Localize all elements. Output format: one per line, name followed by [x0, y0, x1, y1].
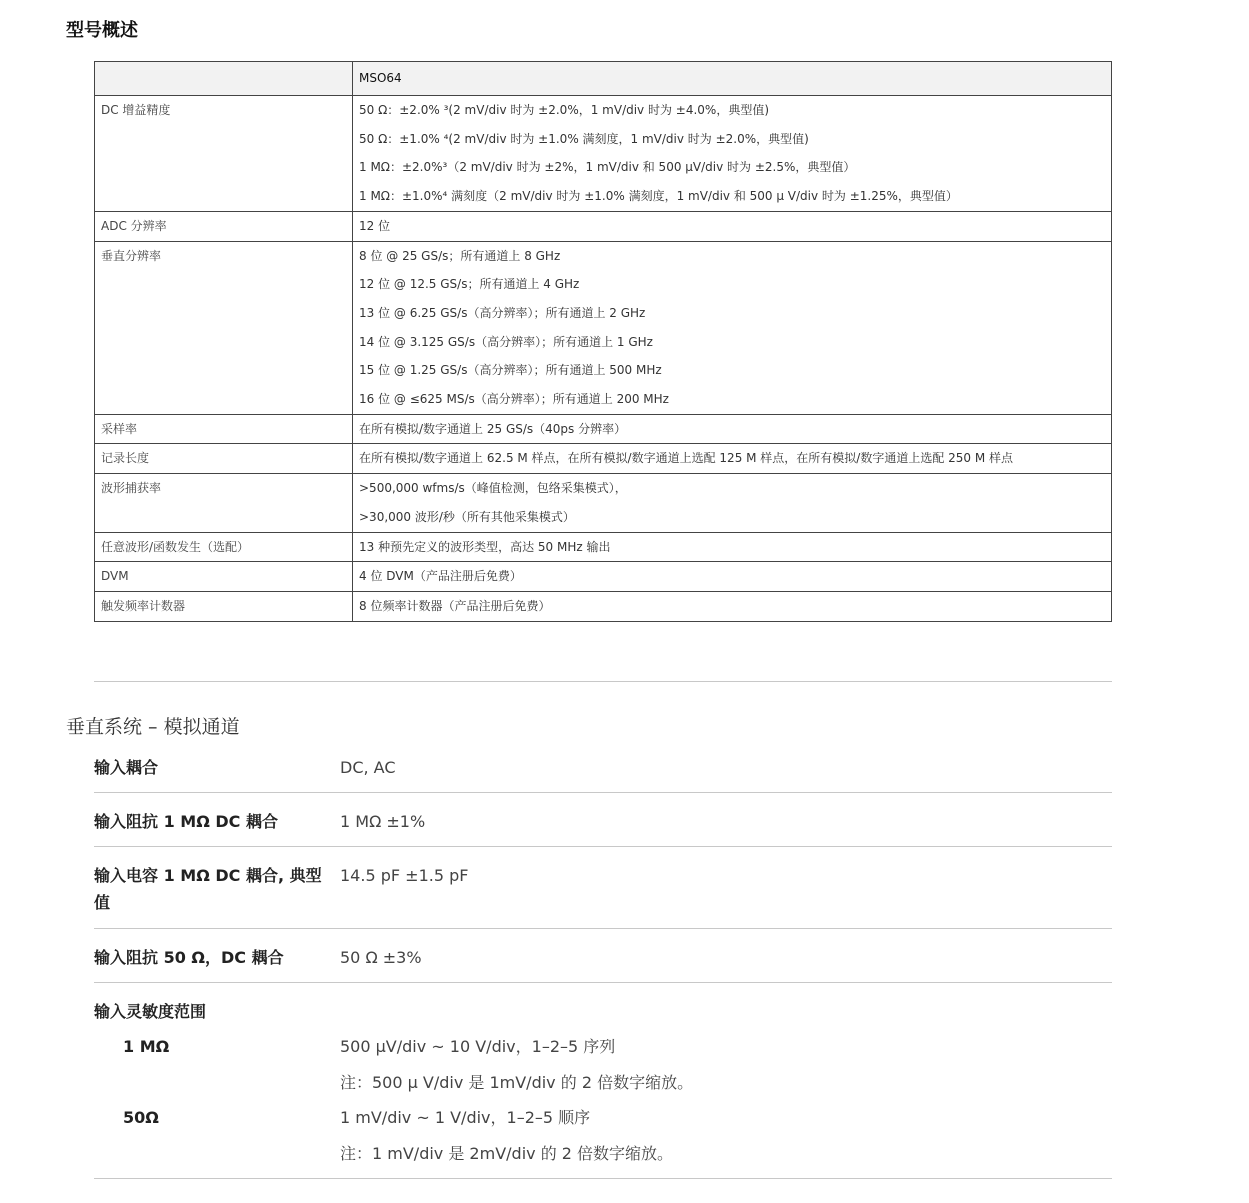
table-row: [95, 532, 1112, 562]
sensitivity-value-50: 1 mV/div ~ 1 V/div，1–2–5 顺序: [340, 1108, 591, 1127]
spec-divider: [94, 928, 1112, 929]
value-line: 15 位 @ 1.25 GS/s（高分辨率）；所有通道上 500 MHz: [359, 363, 662, 378]
table-header-row: [95, 62, 1112, 96]
row-label: 任意波形/函数发生（选配）: [95, 532, 353, 562]
table-row: [95, 96, 1112, 212]
sensitivity-label-50: 50Ω: [123, 1108, 159, 1127]
value-line: 14 位 @ 3.125 GS/s（高分辨率）；所有通道上 1 GHz: [359, 334, 653, 349]
value-line: 在所有模拟/数字通道上 25 GS/s（40ps 分辨率）: [359, 421, 627, 436]
table-row: [95, 414, 1112, 444]
table-row: [95, 591, 1112, 621]
table-row: [95, 241, 1112, 414]
row-label: DVM: [95, 562, 353, 592]
value-line: 50 Ω：±1.0% ⁴(2 mV/div 时为 ±1.0% 满刻度，1 mV/div 时为 ±2.0%，典型值): [359, 131, 809, 146]
table-row: [95, 562, 1112, 592]
row-value: [353, 444, 1112, 474]
overview-title: 型号概述: [66, 20, 138, 41]
table-row: [95, 211, 1112, 241]
section-divider: [94, 681, 1112, 682]
sensitivity-note-1m: 注：500 μ V/div 是 1mV/div 的 2 倍数字缩放。: [340, 1073, 694, 1092]
row-value: [353, 241, 1112, 414]
sensitivity-label-1m: 1 MΩ: [123, 1037, 170, 1056]
value-line: 13 种预先定义的波形类型，高达 50 MHz 输出: [359, 539, 611, 554]
model-overview-table: [94, 61, 1112, 622]
row-value: [353, 474, 1112, 532]
row-label: 波形捕获率: [95, 474, 353, 532]
sensitivity-value-1m: 500 μV/div ~ 10 V/div，1–2–5 序列: [340, 1037, 616, 1056]
table-row: [95, 474, 1112, 532]
value-line: 1 MΩ：±1.0%⁴ 满刻度（2 mV/div 时为 ±1.0% 满刻度，1 mV/div 和 500 μ V/div 时为 ±1.25%，典型值）: [359, 189, 958, 204]
spec-label-input-impedance-1m: 输入阻抗 1 MΩ DC 耦合: [94, 812, 278, 831]
spec-value-input-coupling: DC, AC: [340, 758, 396, 777]
spec-label-input-impedance-50: 输入阻抗 50 Ω，DC 耦合: [94, 948, 284, 967]
header-cell-model: MSO64: [353, 62, 1112, 96]
row-label: 采样率: [95, 414, 353, 444]
value-line: 8 位频率计数器（产品注册后免费）: [359, 598, 551, 613]
value-line: 12 位: [359, 218, 391, 233]
row-label: ADC 分辨率: [95, 211, 353, 241]
row-label: DC 增益精度: [95, 96, 353, 212]
spec-divider: [94, 1178, 1112, 1179]
spec-label-input-sensitivity: 输入灵敏度范围: [94, 1002, 207, 1021]
spec-divider: [94, 792, 1112, 793]
value-line: 13 位 @ 6.25 GS/s（高分辨率）；所有通道上 2 GHz: [359, 305, 646, 320]
row-value: [353, 562, 1112, 592]
value-line: >500,000 wfms/s（峰值检测，包络采集模式），: [359, 481, 627, 496]
value-line: 4 位 DVM（产品注册后免费）: [359, 569, 522, 584]
spec-value-input-capacitance: 14.5 pF ±1.5 pF: [340, 866, 469, 885]
value-line: 1 MΩ：±2.0%³（2 mV/div 时为 ±2%，1 mV/div 和 500 μV/div 时为 ±2.5%，典型值）: [359, 160, 856, 175]
spec-value-input-impedance-1m: 1 MΩ ±1%: [340, 812, 426, 831]
row-value: [353, 532, 1112, 562]
row-label: 记录长度: [95, 444, 353, 474]
row-value: [353, 96, 1112, 212]
table-row: [95, 444, 1112, 474]
value-line: 12 位 @ 12.5 GS/s；所有通道上 4 GHz: [359, 277, 580, 292]
value-line: 16 位 @ ≤625 MS/s（高分辨率）；所有通道上 200 MHz: [359, 392, 669, 407]
spec-divider: [94, 982, 1112, 983]
value-line: 8 位 @ 25 GS/s；所有通道上 8 GHz: [359, 248, 561, 263]
header-cell-empty: [95, 62, 353, 96]
value-line: >30,000 波形/秒（所有其他采集模式）: [359, 509, 575, 524]
vertical-system-title: 垂直系统 – 模拟通道: [66, 716, 240, 738]
spec-label-input-coupling: 输入耦合: [94, 758, 159, 777]
value-line: 50 Ω：±2.0% ³(2 mV/div 时为 ±2.0%，1 mV/div 时为 ±4.0%，典型值): [359, 103, 770, 117]
value-line: 在所有模拟/数字通道上 62.5 M 样点，在所有模拟/数字通道上选配 125 M 样点，在所有模拟/数字通道上选配 250 M 样点: [359, 451, 1014, 466]
row-label: 垂直分辨率: [95, 241, 353, 414]
row-label: 触发频率计数器: [95, 591, 353, 621]
spec-label-input-capacitance: 输入电容 1 MΩ DC 耦合, 典型值: [94, 866, 322, 912]
spec-divider: [94, 846, 1112, 847]
sensitivity-note-50: 注：1 mV/div 是 2mV/div 的 2 倍数字缩放。: [340, 1144, 674, 1163]
row-value: [353, 414, 1112, 444]
row-value: [353, 211, 1112, 241]
row-value: [353, 591, 1112, 621]
spec-value-input-impedance-50: 50 Ω ±3%: [340, 948, 422, 967]
